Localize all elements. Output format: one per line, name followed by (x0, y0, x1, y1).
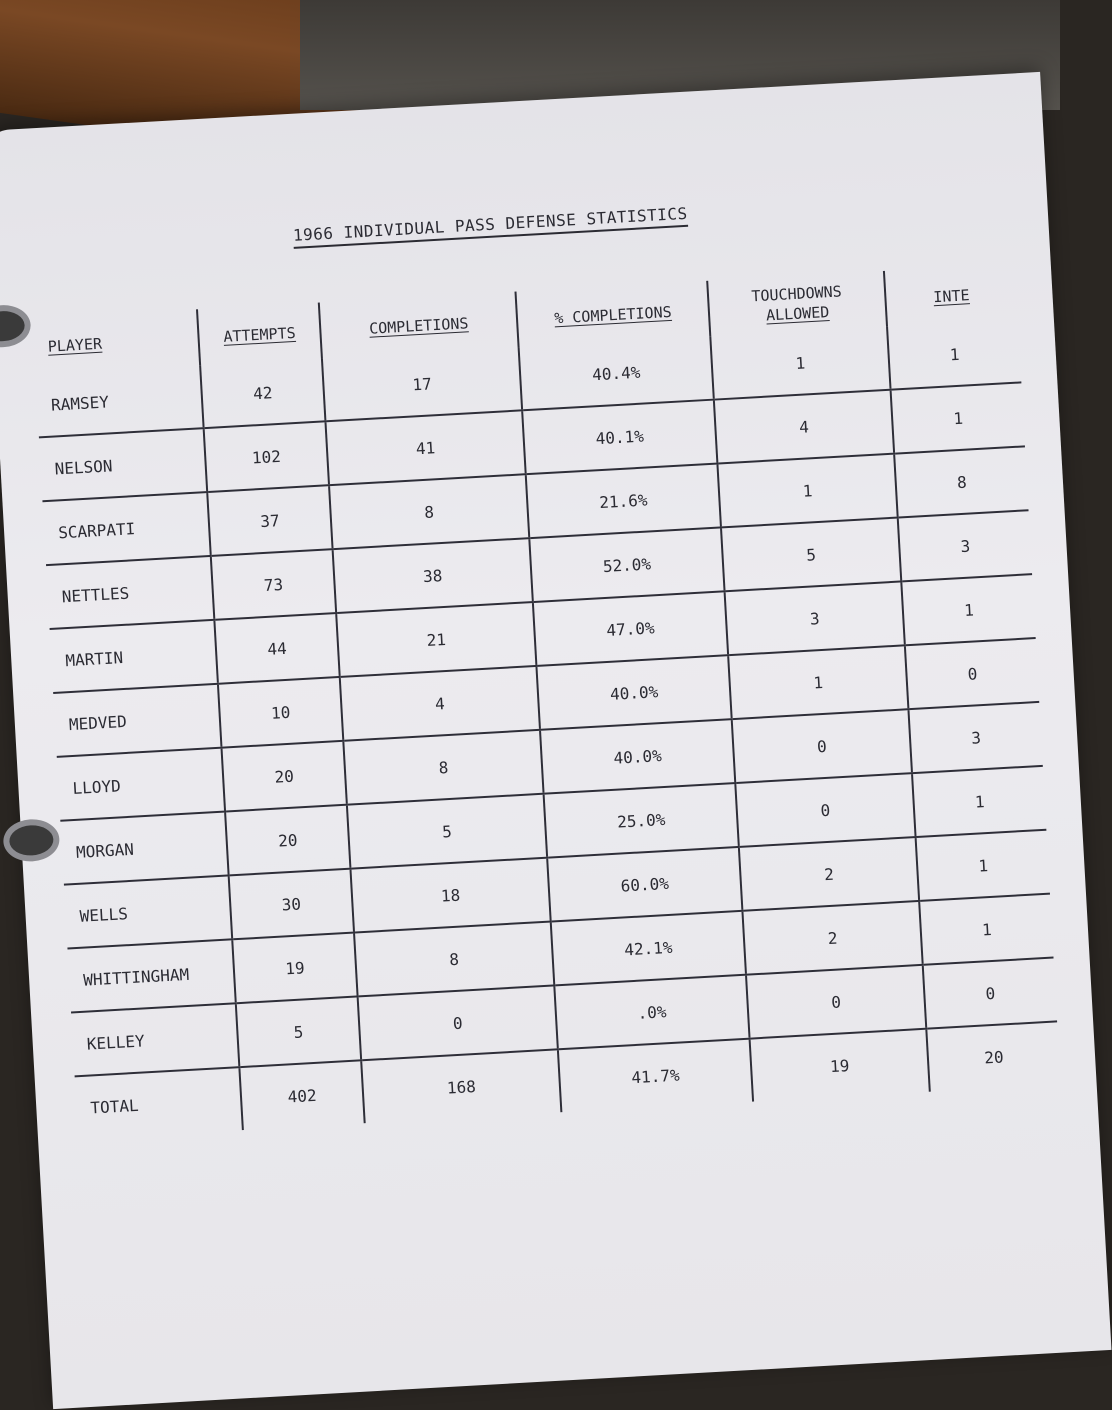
cell-player: MARTIN (50, 620, 218, 693)
cell-player: NELSON (39, 428, 207, 501)
cell-player: RAMSEY (35, 365, 203, 437)
cell-player: WHITTINGHAM (67, 939, 235, 1012)
header-td-line2: ALLOWED (765, 303, 830, 325)
header-attempts: ATTEMPTS (197, 303, 322, 366)
cell-int: 0 (923, 958, 1057, 1029)
cell-completions: 5 (347, 794, 547, 869)
cell-completions: 38 (333, 538, 533, 613)
cell-td: 1 (717, 454, 897, 528)
cell-int: 3 (908, 702, 1042, 773)
cell-td: 0 (732, 709, 912, 783)
cell-attempts: 30 (229, 869, 354, 940)
cell-pct: 40.0% (540, 719, 735, 794)
cell-int: 1 (912, 766, 1046, 837)
statistics-sheet (0, 72, 1112, 1409)
cell-int: 0 (905, 638, 1039, 709)
cell-pct: 40.4% (519, 337, 714, 411)
cell-player: MEDVED (53, 684, 221, 757)
cell-attempts: 73 (211, 549, 336, 620)
cell-int: 1 (901, 574, 1035, 645)
cell-completions: 8 (354, 922, 554, 997)
header-interceptions: INTE (884, 264, 1018, 327)
cell-player: MORGAN (60, 812, 228, 885)
cell-completions: 8 (329, 474, 529, 549)
header-player: PLAYER (47, 334, 103, 356)
cell-td: 2 (742, 901, 922, 975)
cell-pct: 21.6% (526, 464, 721, 539)
cell-td: 3 (725, 581, 905, 655)
cell-attempts: 20 (225, 805, 350, 876)
cell-pct: 60.0% (547, 847, 742, 922)
cell-pct: .0% (554, 975, 749, 1050)
cell-player: KELLEY (71, 1003, 239, 1076)
cell-attempts: 19 (232, 933, 357, 1004)
cell-total-completions: 168 (361, 1049, 561, 1123)
header-td-line1: TOUCHDOWNS (750, 282, 843, 306)
cell-td: 5 (721, 518, 901, 592)
cell-attempts: 42 (200, 358, 325, 428)
cell-td: 1 (710, 327, 890, 400)
cell-td: 4 (714, 390, 894, 464)
cell-int: 3 (898, 510, 1032, 581)
cell-attempts: 102 (204, 421, 329, 492)
cell-attempts: 10 (218, 677, 343, 748)
cell-attempts: 20 (221, 741, 346, 812)
cell-int: 1 (919, 894, 1053, 965)
cell-total-attempts: 402 (239, 1060, 364, 1130)
cell-pct: 40.0% (536, 655, 731, 730)
header-completions: COMPLETIONS (319, 292, 519, 359)
header-pct-completions: % COMPLETIONS (515, 281, 710, 348)
cell-completions: 0 (358, 985, 558, 1060)
cell-completions: 4 (340, 666, 540, 741)
cell-attempts: 44 (214, 613, 339, 684)
cell-pct: 42.1% (551, 911, 746, 986)
cell-total-td: 19 (750, 1029, 930, 1102)
cell-completions: 8 (343, 730, 543, 805)
cell-td: 2 (739, 837, 919, 911)
cell-attempts: 5 (236, 996, 361, 1067)
cell-completions: 17 (322, 347, 522, 421)
cell-player: WELLS (64, 875, 232, 948)
cell-completions: 21 (336, 602, 536, 677)
cell-int: 1 (916, 830, 1050, 901)
cell-int: 8 (894, 446, 1028, 517)
cell-player: NETTLES (46, 556, 214, 629)
document-page (0, 72, 1112, 1409)
cell-td: 0 (746, 965, 926, 1039)
pass-defense-table (32, 264, 1060, 1140)
cell-pct: 52.0% (529, 527, 724, 602)
cell-completions: 18 (350, 858, 550, 933)
cell-int: 1 (887, 320, 1021, 390)
cell-pct: 25.0% (544, 783, 739, 858)
cell-pct: 40.1% (522, 400, 717, 475)
cell-attempts: 37 (207, 485, 332, 556)
cell-td: 1 (728, 645, 908, 719)
cell-player: SCARPATI (42, 492, 210, 565)
cell-pct: 47.0% (533, 591, 728, 666)
cell-td: 0 (735, 773, 915, 847)
cell-int: 1 (891, 382, 1025, 453)
header-touchdowns-allowed (707, 271, 887, 337)
cell-completions: 41 (325, 410, 525, 485)
cell-total-pct: 41.7% (558, 1039, 753, 1113)
page-title: 1966 INDIVIDUAL PASS DEFENSE STATISTICS (292, 204, 688, 249)
cell-total-int: 20 (926, 1021, 1060, 1091)
cell-total-label: TOTAL (75, 1067, 243, 1139)
cell-player: LLOYD (57, 748, 225, 821)
